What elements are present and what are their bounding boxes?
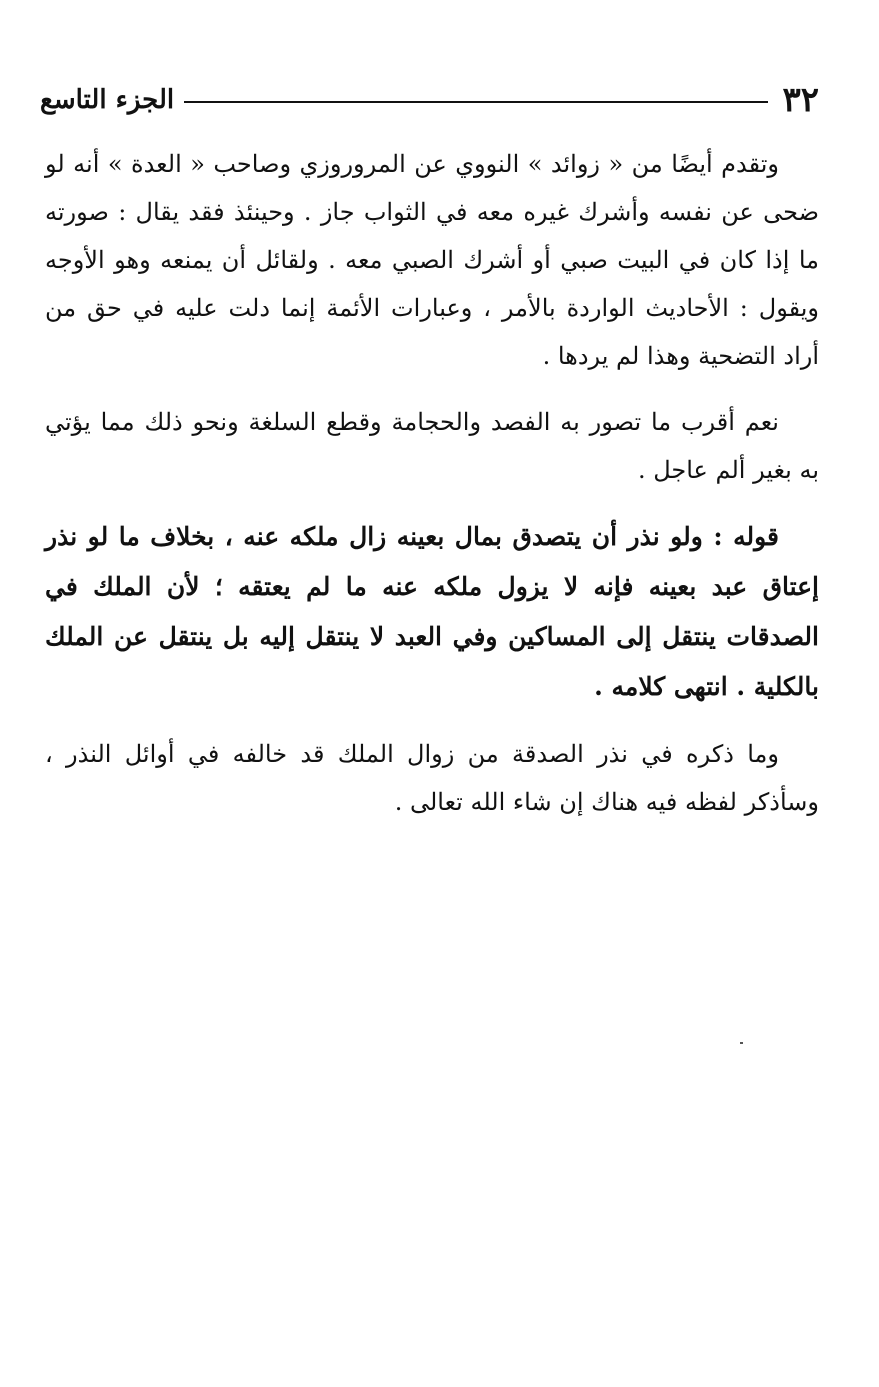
header-rule bbox=[184, 101, 768, 103]
part-title: الجزء التاسع bbox=[40, 85, 175, 115]
paragraph-1: وتقدم أيضًا من « زوائد » النووي عن المروروزي وصاحب « العدة » أنه لو ضحى عن نفسه وأشرك غيره معه في الثواب جاز . وحينئذ فقد يقال : صورته ما إذا كان في البيت صبي أو أشرك الصبي معه . ولقائل أن يمنعه وهو الأوجه ويقول : الأحاديث الواردة بالأمر ، وعبارات الأئمة إنما دلت عليه في حق من أراد التضحية وهذا لم يردها . bbox=[45, 150, 820, 370]
paragraph-3-quoted-statement: قوله : ولو نذر أن يتصدق بمال بعينه زال ملكه عنه ، بخلاف ما لو نذر إعتاق عبد بعينه فإنه لا يزول ملكه عنه ما لم يعتقه ؛ لأن الملك في الصدقات ينتقل إلى المساكين وفي العبد لا ينتقل إليه بل ينتقل عن الملك بالكلية . انتهى كلامه . bbox=[45, 522, 819, 701]
paragraph-2: نعم أقرب ما تصور به الفصد والحجامة وقطع السلغة ونحو ذلك مما يؤتي به بغير ألم عاجل . bbox=[45, 408, 819, 484]
page-header bbox=[40, 78, 819, 122]
body-text bbox=[45, 140, 819, 844]
page-number: ٣٢ bbox=[782, 80, 819, 120]
stray-mark bbox=[740, 1042, 743, 1044]
paragraph-4: وما ذكره في نذر الصدقة من زوال الملك قد خالفه في أوائل النذر ، وسأذكر لفظه فيه هناك إن شاء الله تعالى . bbox=[45, 740, 819, 816]
